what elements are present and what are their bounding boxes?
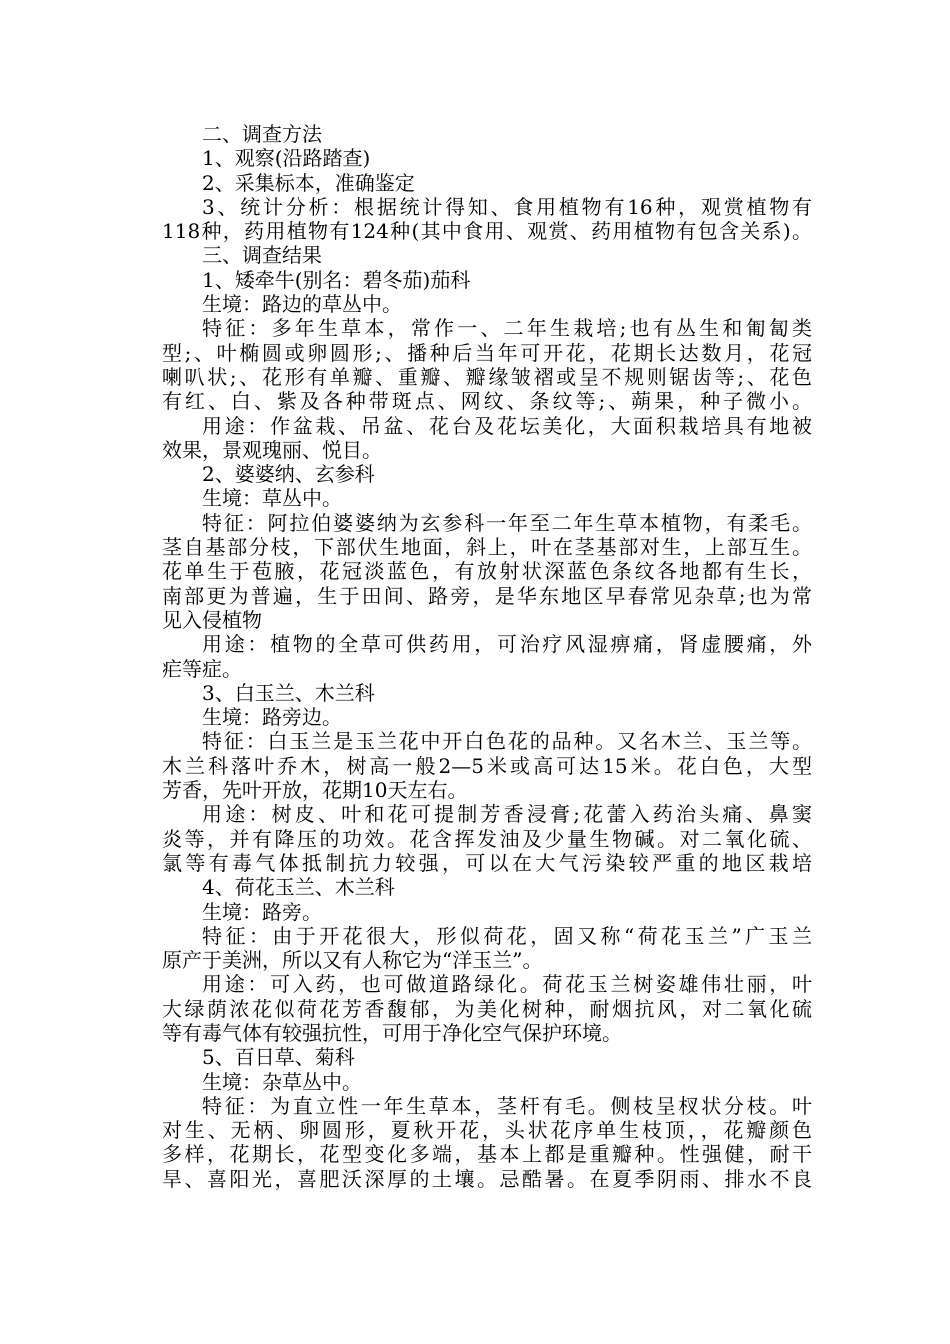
text-line: 3、统计分析：根据统计得知、食用植物有16种，观赏植物有 [202, 194, 812, 219]
text-line: 茎自基部分枝，下部伏生地面，斜上，叶在茎基部对生，上部互生。 [162, 535, 812, 560]
text-line: 生境：路旁边。 [202, 705, 342, 730]
text-line: 用途：树皮、叶和花可提制芳香浸膏;花蕾入药治头痛、鼻窦 [202, 802, 812, 827]
text-line: 喇叭状;、花形有单瓣、重瓣、瓣缘皱褶或呈不规则锯齿等;、花色 [162, 364, 812, 389]
text-line: 生境：草丛中。 [202, 486, 342, 511]
text-line: 南部更为普遍，生于田间、路旁，是华东地区早春常见杂草;也为常 [162, 583, 812, 608]
text-line: 炎等，并有降压的功效。花含挥发油及少量生物碱。对二氧化硫、 [162, 826, 812, 851]
text-line: 特征：由于开花很大，形似荷花，固又称“荷花玉兰”广玉兰 [202, 923, 812, 948]
text-line: 木兰科落叶乔木，树高一般2—5米或高可达15米。花白色，大型 [162, 753, 812, 778]
text-line: 3、白玉兰、木兰科 [202, 680, 375, 705]
text-line: 4、荷花玉兰、木兰科 [202, 875, 395, 900]
text-line: 用途：作盆栽、吊盆、花台及花坛美化，大面积栽培具有地被 [202, 413, 812, 438]
text-line: 118种，药用植物有124种(其中食用、观赏、药用植物有包含关系)。 [162, 219, 812, 244]
text-line: 旱、喜阳光，喜肥沃深厚的土壤。忌酷暑。在夏季阴雨、排水不良 [162, 1166, 812, 1191]
text-line: 特征：阿拉伯婆婆纳为玄参科一年至二年生草本植物，有柔毛。 [202, 510, 812, 535]
text-line: 大绿荫浓花似荷花芳香馥郁，为美化树种，耐烟抗风，对二氧化硫 [162, 996, 812, 1021]
text-line: 1、观察(沿路踏查) [202, 146, 371, 171]
text-line: 特征：为直立性一年生草本，茎杆有毛。侧枝呈杈状分枝。叶 [202, 1093, 812, 1118]
text-line: 花单生于苞腋，花冠淡蓝色，有放射状深蓝色条纹各地都有生长， [162, 559, 812, 584]
text-line: 多样，花期长，花型变化多端，基本上都是重瓣种。性强健，耐干 [162, 1142, 812, 1167]
text-line: 2、婆婆纳、玄参科 [202, 462, 375, 487]
text-line: 型;、叶椭圆或卵圆形;、播种后当年可开花，花期长达数月，花冠 [162, 340, 812, 365]
text-line: 芳香，先叶开放，花期10天左右。 [162, 778, 468, 803]
text-line: 二、调查方法 [202, 122, 322, 146]
text-line: 三、调查结果 [202, 243, 322, 268]
text-line: 效果，景观瑰丽、悦目。 [162, 437, 382, 462]
text-line: 用途：可入药，也可做道路绿化。荷花玉兰树姿雄伟壮丽，叶 [202, 972, 812, 997]
text-line: 5、百日草、菊科 [202, 1045, 355, 1070]
document-page [162, 122, 812, 1191]
text-line: 特征：多年生草本，常作一、二年生栽培;也有丛生和匍匐类 [202, 316, 812, 341]
text-line: 生境：路边的草丛中。 [202, 292, 402, 317]
text-line: 氯等有毒气体抵制抗力较强，可以在大气污染较严重的地区栽培 [162, 850, 812, 875]
text-line: 1、矮牵牛(别名：碧冬茄)茄科 [202, 267, 471, 292]
text-line: 生境：杂草丛中。 [202, 1069, 362, 1094]
text-line: 原产于美洲，所以又有人称它为“洋玉兰”。 [162, 948, 543, 973]
text-line: 有红、白、紫及各种带斑点、网纹、条纹等;、蒴果，种子微小。 [162, 389, 812, 414]
text-line: 2、采集标本，准确鉴定 [202, 170, 415, 195]
text-line: 等有毒气体有较强抗性，可用于净化空气保护环境。 [162, 1020, 622, 1045]
text-line: 见入侵植物 [162, 607, 262, 632]
text-line: 对生、无柄、卵圆形，夏秋开花，头状花序单生枝顶，，花瓣颜色 [162, 1118, 812, 1143]
text-line: 用途：植物的全草可供药用，可治疗风湿痹痛，肾虚腰痛，外 [202, 632, 812, 657]
text-line: 疟等症。 [162, 656, 242, 681]
text-line: 特征：白玉兰是玉兰花中开白色花的品种。又名木兰、玉兰等。 [202, 729, 812, 754]
text-line: 生境：路旁。 [202, 899, 322, 924]
